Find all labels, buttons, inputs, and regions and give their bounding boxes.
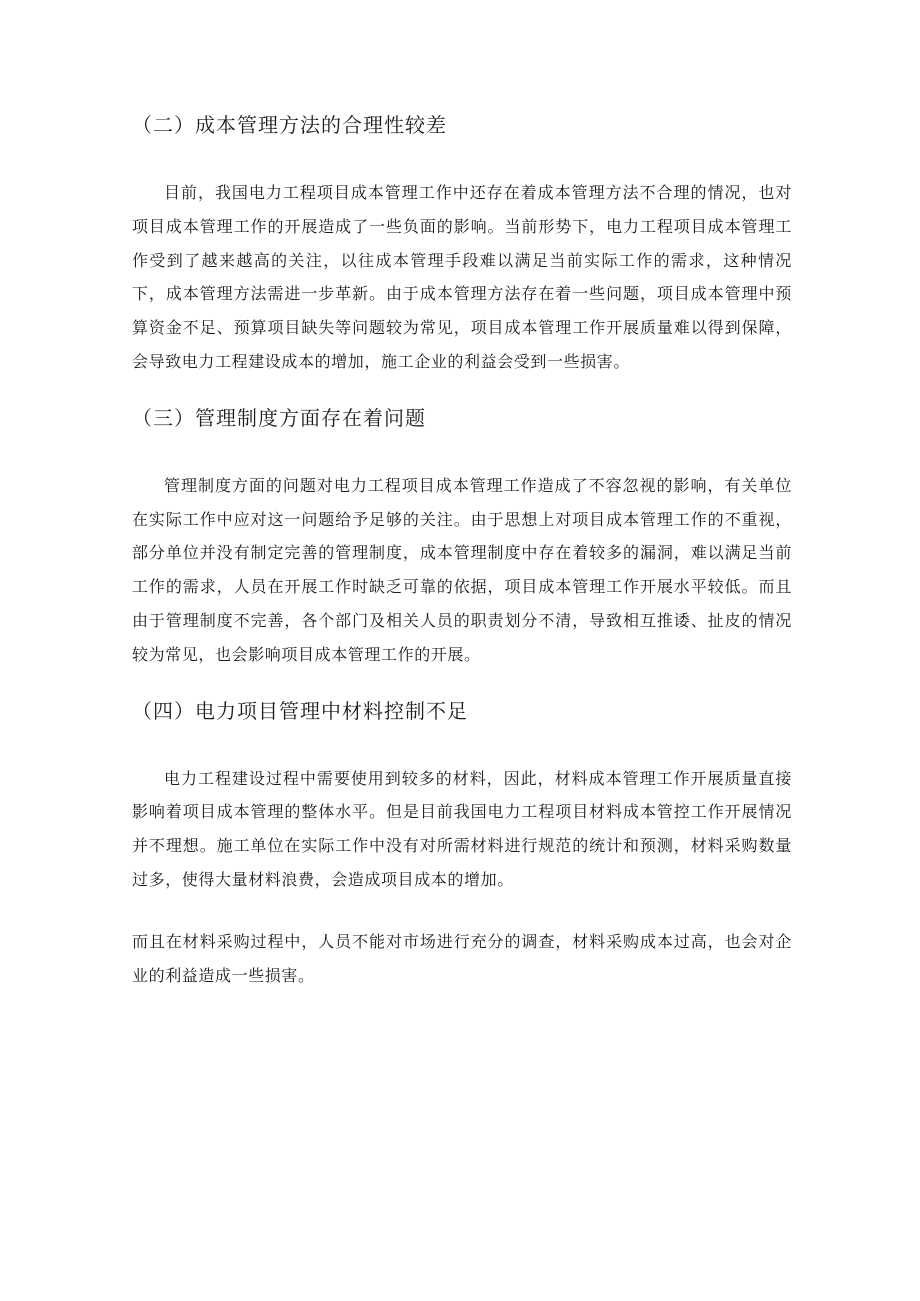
section-heading-4: （四）电力项目管理中材料控制不足 [132,698,468,723]
section-2-paragraph-1: 目前，我国电力工程项目成本管理工作中还存在着成本管理方法不合理的情况，也对项目成本管理工作的开展造成了一些负面的影响。当前形势下，电力工程项目成本管理工作受到了越来越高的关注，以往成本管理手段难以满足当前实际工作的需求，这种情况下，成本管理方法需进一步革新。由于成本管理方法存在着一些问题，项目成本管理中预算资金不足、预算项目缺失等问题较为常见，项目成本管理工作开展质量难以得到保障，会导致电力工程建设成本的增加，施工企业的利益会受到一些损害。 [132,183,792,371]
document-body [132,104,792,992]
section-heading-3: （三）管理制度方面存在着问题 [132,405,426,430]
section-4-paragraph-2: 而且在材料采购过程中，人员不能对市场进行充分的调查，材料采购成本过高，也会对企业的利益造成一些损害。 [132,931,792,985]
section-heading-2: （二）成本管理方法的合理性较差 [132,113,447,137]
section-4-paragraph-1: 电力工程建设过程中需要使用到较多的材料，因此，材料成本管理工作开展质量直接影响着项目成本管理的整体水平。但是目前我国电力工程项目材料成本管控工作开展情况并不理想。施工单位在实际工作中没有对所需材料进行规范的统计和预测，材料采购数量过多，使得大量材料浪费，会造成项目成本的增加。 [132,768,792,889]
section-3-paragraph-1: 管理制度方面的问题对电力工程项目成本管理工作造成了不容忽视的影响，有关单位在实际工作中应对这一问题给予足够的关注。由于思想上对项目成本管理工作的不重视，部分单位并没有制定完善的管理制度，成本管理制度中存在着较多的漏洞，难以满足当前工作的需求，人员在开展工作时缺乏可靠的依据，项目成本管理工作开展水平较低。而且由于管理制度不完善，各个部门及相关人员的职责划分不清，导致相互推诿、扯皮的情况较为常见，也会影响项目成本管理工作的开展。 [132,475,792,664]
